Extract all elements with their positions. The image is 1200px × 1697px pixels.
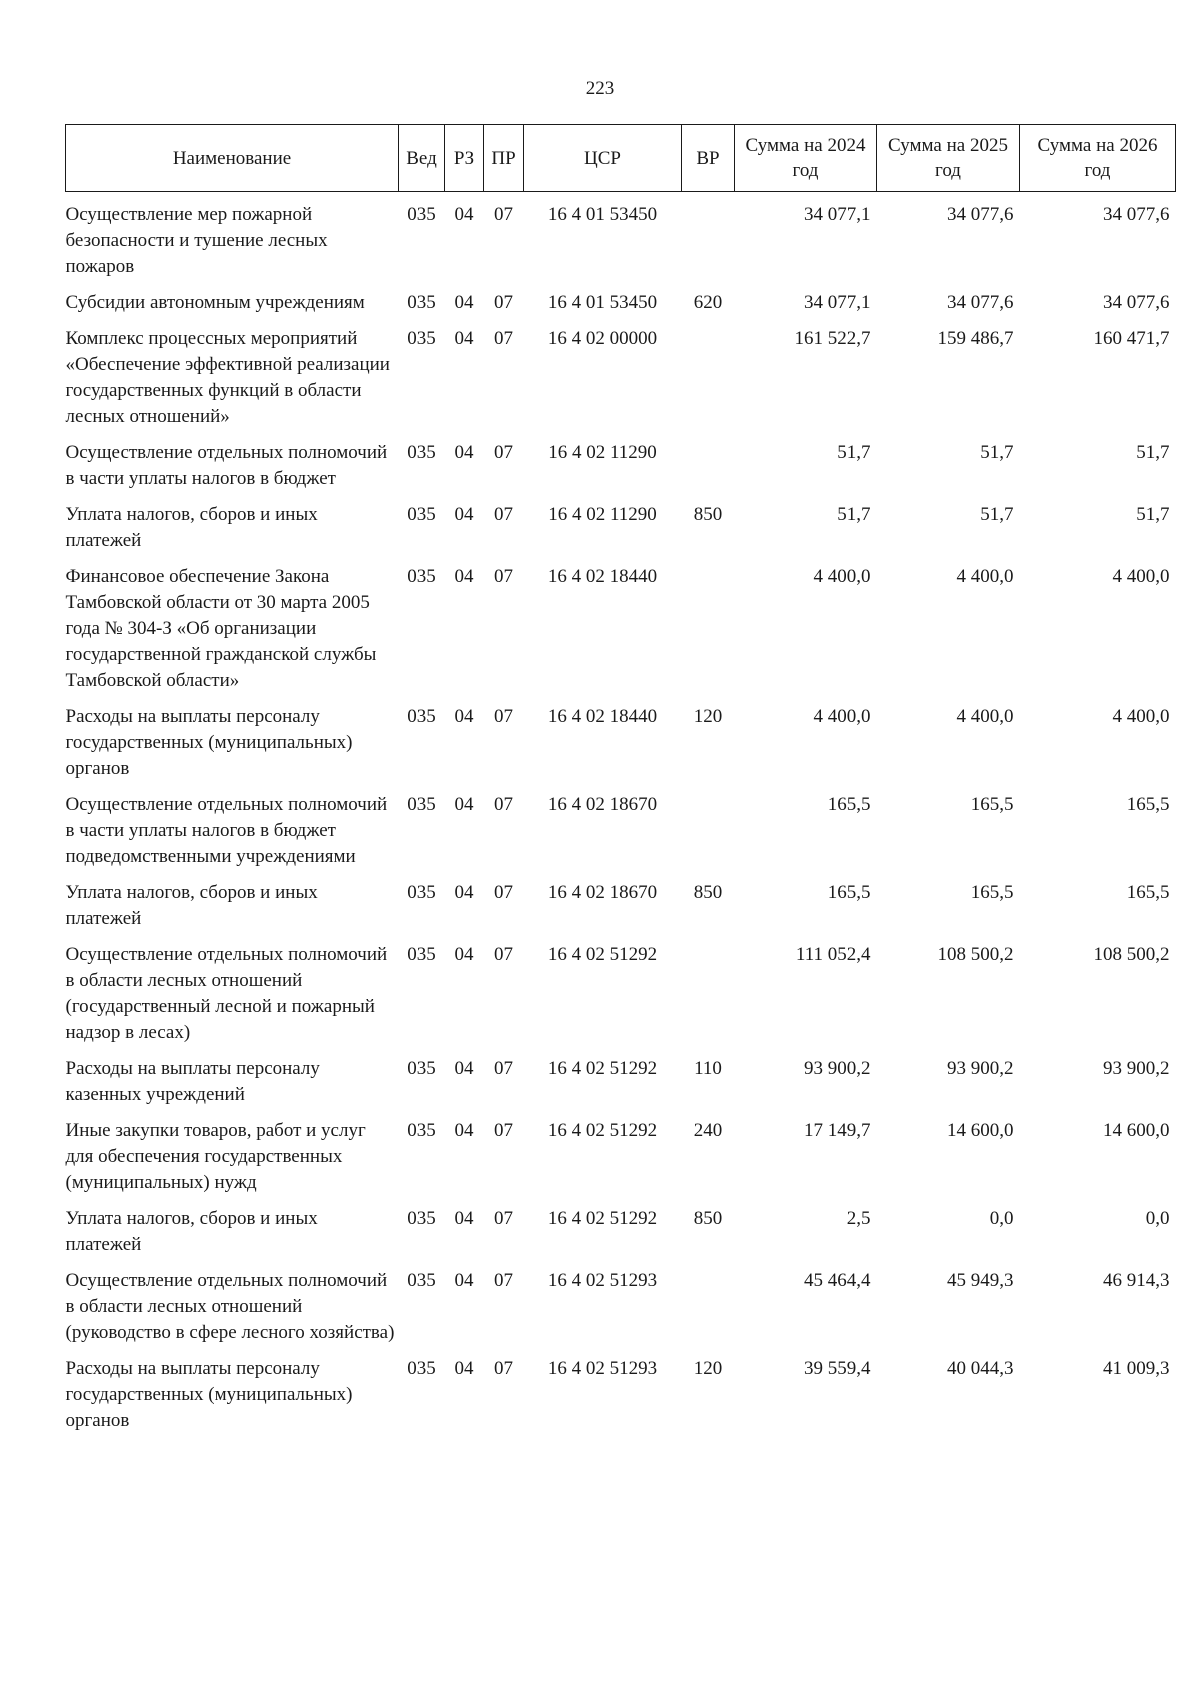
cell-rz: 04	[454, 1120, 474, 1141]
cell-pr: 07	[494, 328, 513, 349]
cell-sum-2025: 45 949,3	[947, 1270, 1014, 1291]
table-row	[66, 1046, 1176, 1108]
cell-pr: 07	[494, 1358, 513, 1379]
cell-sum-2024: 4 400,0	[813, 566, 871, 587]
cell-sum-2025: 165,5	[970, 794, 1014, 815]
table-row	[66, 492, 1176, 554]
cell-sum-2025: 4 400,0	[956, 706, 1014, 727]
cell-sum-2025: 4 400,0	[956, 566, 1014, 587]
cell-sum-2026: 51,7	[1136, 442, 1170, 463]
header-pr: ПР	[484, 125, 524, 192]
cell-name: Расходы на выплаты персоналу казенных учреждений	[65, 1058, 320, 1105]
table-header	[66, 125, 1176, 192]
budget-table	[65, 124, 1176, 1434]
cell-sum-2026: 34 077,6	[1103, 204, 1170, 225]
table-row	[66, 554, 1176, 694]
cell-ved: 035	[407, 504, 436, 525]
cell-sum-2026: 41 009,3	[1103, 1358, 1170, 1379]
cell-sum-2026: 51,7	[1136, 504, 1170, 525]
cell-vr: 620	[693, 292, 723, 313]
cell-sum-2026: 14 600,0	[1103, 1120, 1170, 1141]
cell-rz: 04	[454, 1270, 474, 1291]
cell-vr	[682, 554, 735, 694]
cell-sum-2024: 51,7	[837, 504, 871, 525]
table-row	[66, 870, 1176, 932]
header-name: Наименование	[66, 125, 399, 192]
cell-csr: 16 4 02 18670	[547, 794, 658, 815]
cell-csr: 16 4 02 51292	[547, 1208, 658, 1229]
cell-name: Уплата налогов, сборов и иных платежей	[65, 882, 318, 929]
cell-csr: 16 4 01 53450	[547, 292, 658, 313]
cell-vr	[682, 316, 735, 430]
cell-rz: 04	[454, 706, 474, 727]
cell-ved: 035	[407, 706, 436, 727]
table-row	[66, 1346, 1176, 1434]
cell-sum-2024: 39 559,4	[804, 1358, 871, 1379]
table-row	[66, 316, 1176, 430]
cell-name: Осуществление отдельных полномочий в части уплаты налогов в бюджет	[65, 442, 388, 489]
cell-sum-2026: 34 077,6	[1103, 292, 1170, 313]
cell-csr: 16 4 01 53450	[547, 204, 658, 225]
cell-sum-2026: 165,5	[1126, 794, 1170, 815]
cell-pr: 07	[494, 706, 513, 727]
cell-csr: 16 4 02 51293	[547, 1358, 658, 1379]
cell-rz: 04	[454, 1208, 474, 1229]
cell-csr: 16 4 02 00000	[547, 328, 658, 349]
cell-ved: 035	[407, 442, 436, 463]
cell-csr: 16 4 02 51292	[547, 944, 658, 965]
cell-pr: 07	[494, 944, 513, 965]
cell-name: Финансовое обеспечение Закона Тамбовской области от 30 марта 2005 года № 304-З «Об организации государственной гражданской службы Тамбовской области»	[65, 566, 377, 691]
cell-ved: 035	[407, 566, 436, 587]
cell-ved: 035	[407, 882, 436, 903]
cell-sum-2026: 46 914,3	[1103, 1270, 1170, 1291]
cell-name: Уплата налогов, сборов и иных платежей	[65, 1208, 318, 1255]
cell-pr: 07	[494, 882, 513, 903]
cell-name: Уплата налогов, сборов и иных платежей	[65, 504, 318, 551]
table-row	[66, 1258, 1176, 1346]
cell-name: Расходы на выплаты персоналу государственных (муниципальных) органов	[65, 1358, 353, 1431]
cell-vr	[682, 430, 735, 492]
cell-sum-2026: 93 900,2	[1103, 1058, 1170, 1079]
cell-csr: 16 4 02 18440	[547, 566, 658, 587]
cell-sum-2025: 40 044,3	[947, 1358, 1014, 1379]
cell-sum-2026: 165,5	[1126, 882, 1170, 903]
table-row	[66, 1196, 1176, 1258]
cell-ved: 035	[407, 1358, 436, 1379]
cell-sum-2024: 111 052,4	[795, 944, 871, 965]
cell-name: Иные закупки товаров, работ и услуг для обеспечения государственных (муниципальных) нужд	[65, 1120, 366, 1193]
cell-csr: 16 4 02 11290	[548, 504, 657, 525]
cell-sum-2024: 2,5	[846, 1208, 871, 1229]
cell-ved: 035	[407, 1058, 436, 1079]
page-number: 223	[585, 78, 615, 99]
table-body	[66, 192, 1176, 1435]
cell-vr: 120	[693, 1358, 723, 1379]
cell-vr: 120	[693, 706, 723, 727]
cell-csr: 16 4 02 18440	[547, 706, 658, 727]
header-sum-2026: Сумма на 2026 год	[1020, 125, 1176, 192]
table-row	[66, 280, 1176, 316]
cell-sum-2026: 4 400,0	[1112, 566, 1170, 587]
cell-csr: 16 4 02 18670	[547, 882, 658, 903]
cell-rz: 04	[454, 204, 474, 225]
cell-sum-2024: 165,5	[827, 882, 871, 903]
cell-pr: 07	[494, 204, 513, 225]
cell-sum-2026: 4 400,0	[1112, 706, 1170, 727]
cell-vr	[682, 932, 735, 1046]
cell-sum-2026: 160 471,7	[1093, 328, 1170, 349]
cell-ved: 035	[407, 944, 436, 965]
cell-name: Комплекс процессных мероприятий «Обеспечение эффективной реализации государственных функций в области лесных отношений»	[65, 328, 390, 427]
cell-ved: 035	[407, 794, 436, 815]
cell-rz: 04	[454, 794, 474, 815]
cell-ved: 035	[407, 1208, 436, 1229]
table-row	[66, 694, 1176, 782]
cell-sum-2024: 4 400,0	[813, 706, 871, 727]
cell-sum-2024: 34 077,1	[804, 292, 871, 313]
cell-name: Осуществление мер пожарной безопасности и тушение лесных пожаров	[65, 204, 328, 277]
table-row	[66, 192, 1176, 281]
cell-sum-2025: 34 077,6	[947, 204, 1014, 225]
cell-csr: 16 4 02 51292	[547, 1120, 658, 1141]
cell-csr: 16 4 02 51292	[547, 1058, 658, 1079]
cell-rz: 04	[454, 944, 474, 965]
cell-rz: 04	[454, 442, 474, 463]
cell-pr: 07	[494, 1120, 513, 1141]
cell-rz: 04	[454, 882, 474, 903]
header-vr: ВР	[682, 125, 735, 192]
table-row	[66, 1108, 1176, 1196]
cell-sum-2025: 14 600,0	[947, 1120, 1014, 1141]
cell-rz: 04	[454, 566, 474, 587]
table-row	[66, 430, 1176, 492]
cell-sum-2024: 93 900,2	[804, 1058, 871, 1079]
header-sum-2025: Сумма на 2025 год	[877, 125, 1020, 192]
cell-sum-2025: 34 077,6	[947, 292, 1014, 313]
cell-pr: 07	[494, 504, 513, 525]
cell-csr: 16 4 02 51293	[547, 1270, 658, 1291]
cell-name: Расходы на выплаты персоналу государственных (муниципальных) органов	[65, 706, 353, 779]
cell-rz: 04	[454, 292, 474, 313]
cell-ved: 035	[407, 292, 436, 313]
cell-sum-2025: 0,0	[989, 1208, 1014, 1229]
header-sum-2024: Сумма на 2024 год	[735, 125, 877, 192]
cell-vr: 850	[693, 1208, 723, 1229]
cell-ved: 035	[407, 1270, 436, 1291]
cell-rz: 04	[454, 328, 474, 349]
cell-sum-2025: 108 500,2	[937, 944, 1014, 965]
cell-sum-2024: 165,5	[827, 794, 871, 815]
cell-rz: 04	[454, 1058, 474, 1079]
cell-ved: 035	[407, 328, 436, 349]
cell-name: Субсидии автономным учреждениям	[65, 292, 365, 313]
header-row	[66, 125, 1176, 192]
cell-sum-2026: 0,0	[1145, 1208, 1170, 1229]
cell-vr: 850	[693, 882, 723, 903]
cell-sum-2025: 93 900,2	[947, 1058, 1014, 1079]
header-csr: ЦСР	[524, 125, 682, 192]
cell-pr: 07	[494, 794, 513, 815]
cell-sum-2024: 17 149,7	[804, 1120, 871, 1141]
cell-rz: 04	[454, 1358, 474, 1379]
header-ved: Вед	[399, 125, 445, 192]
cell-sum-2025: 51,7	[980, 504, 1014, 525]
header-rz: РЗ	[445, 125, 484, 192]
cell-sum-2025: 165,5	[970, 882, 1014, 903]
cell-vr	[682, 782, 735, 870]
cell-sum-2024: 51,7	[837, 442, 871, 463]
cell-vr: 110	[694, 1058, 722, 1079]
cell-sum-2024: 45 464,4	[804, 1270, 871, 1291]
cell-pr: 07	[494, 1058, 513, 1079]
cell-csr: 16 4 02 11290	[548, 442, 657, 463]
cell-sum-2024: 161 522,7	[794, 328, 871, 349]
cell-pr: 07	[494, 1270, 513, 1291]
cell-sum-2024: 34 077,1	[804, 204, 871, 225]
cell-name: Осуществление отдельных полномочий в области лесных отношений (руководство в сфере лесного хозяйства)	[65, 1270, 395, 1343]
table-row	[66, 782, 1176, 870]
table-row	[66, 932, 1176, 1046]
cell-vr	[682, 1258, 735, 1346]
cell-pr: 07	[494, 566, 513, 587]
cell-pr: 07	[494, 1208, 513, 1229]
cell-sum-2025: 51,7	[980, 442, 1014, 463]
cell-sum-2026: 108 500,2	[1093, 944, 1170, 965]
cell-ved: 035	[407, 1120, 436, 1141]
cell-pr: 07	[494, 292, 513, 313]
cell-rz: 04	[454, 504, 474, 525]
cell-vr: 850	[693, 504, 723, 525]
cell-vr: 240	[693, 1120, 723, 1141]
cell-ved: 035	[407, 204, 436, 225]
cell-vr	[682, 192, 735, 281]
cell-name: Осуществление отдельных полномочий в области лесных отношений (государственный лесной и пожарный надзор в лесах)	[65, 944, 388, 1043]
cell-pr: 07	[494, 442, 513, 463]
cell-sum-2025: 159 486,7	[937, 328, 1014, 349]
cell-name: Осуществление отдельных полномочий в части уплаты налогов в бюджет подведомственными учреждениями	[65, 794, 388, 867]
